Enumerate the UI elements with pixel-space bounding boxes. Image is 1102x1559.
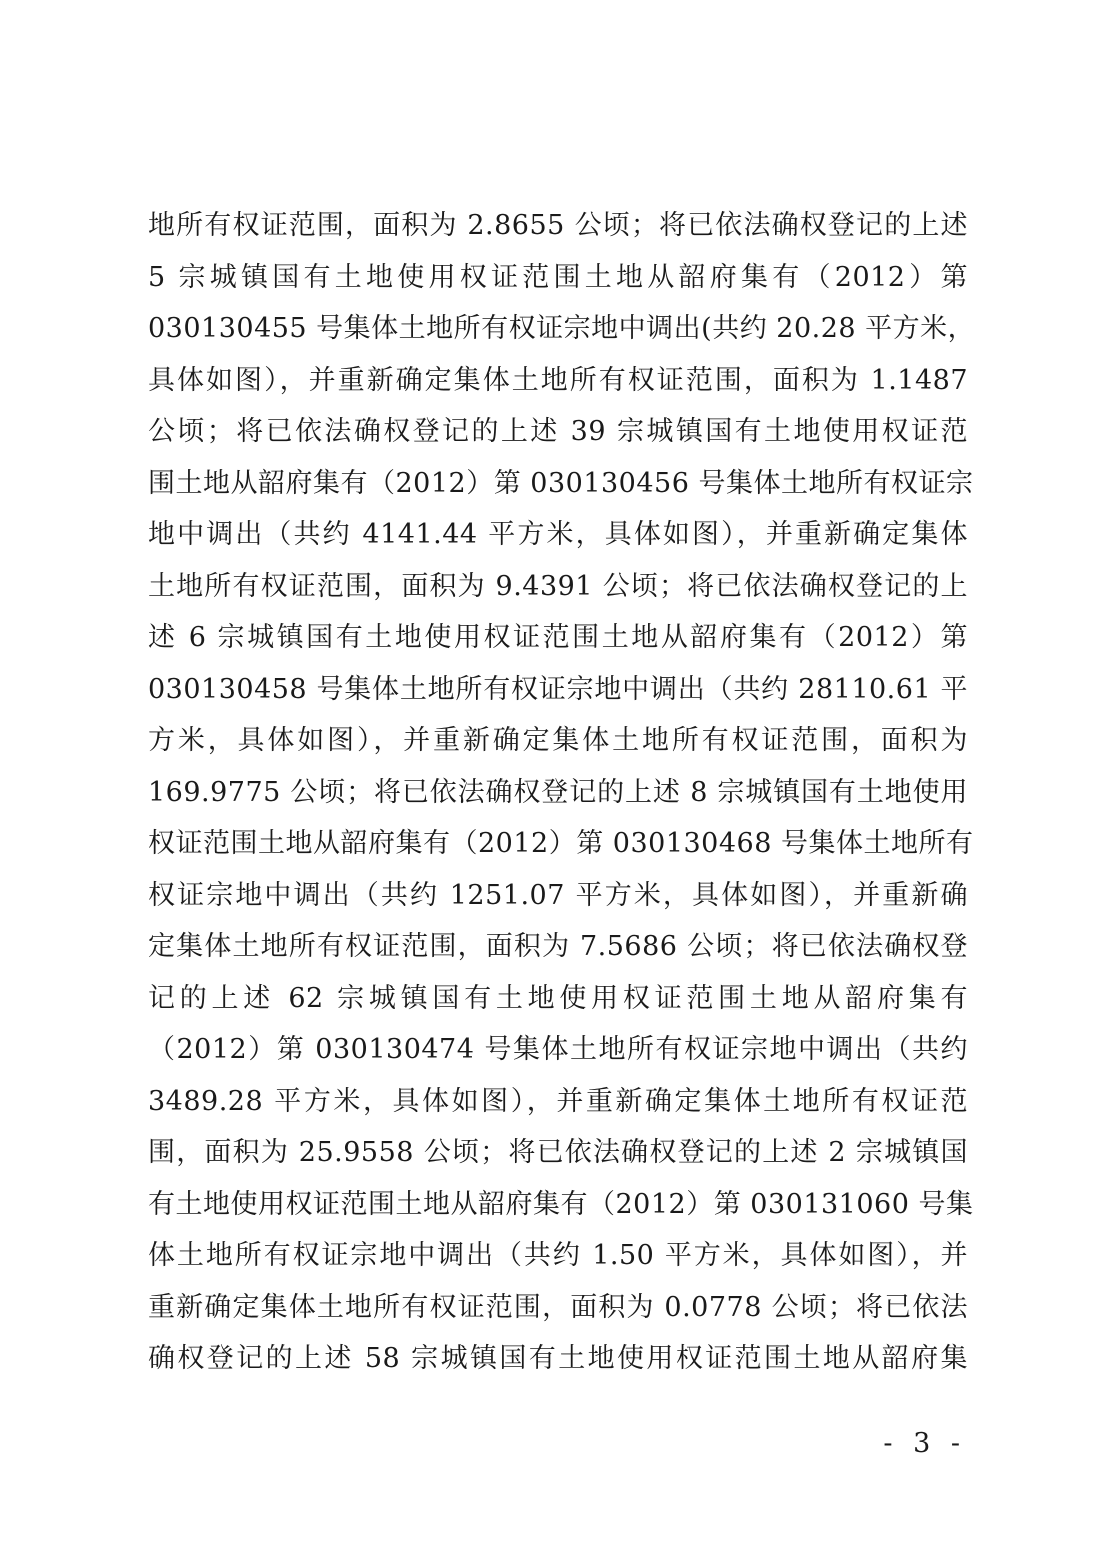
text-line: 有土地使用权证范围土地从韶府集有（2012）第 030131060 号集 bbox=[148, 1188, 974, 1220]
text-line: 权证宗地中调出（共约 1251.07 平方米，具体如图），并重新确 bbox=[148, 879, 968, 911]
text-line: 重新确定集体土地所有权证范围，面积为 0.0778 公顷；将已依法 bbox=[148, 1291, 968, 1323]
text-line: 方米，具体如图），并重新确定集体土地所有权证范围，面积为 bbox=[148, 725, 968, 756]
text-line: 具体如图），并重新确定集体土地所有权证范围，面积为 1.1487 bbox=[148, 364, 968, 396]
page-number: - 3 - bbox=[883, 1428, 966, 1459]
text-line: 地所有权证范围，面积为 2.8655 公顷；将已依法确权登记的上述 bbox=[148, 210, 968, 241]
text-line: 确权登记的上述 58 宗城镇国有土地使用权证范围土地从韶府集 bbox=[148, 1343, 968, 1374]
text-line: 030130458 号集体土地所有权证宗地中调出（共约 28110.61 平 bbox=[148, 673, 968, 705]
text-line: 3489.28 平方米，具体如图），并重新确定集体土地所有权证范 bbox=[148, 1085, 968, 1117]
body-paragraph bbox=[148, 200, 976, 1385]
text-line: （2012）第 030130474 号集体土地所有权证宗地中调出（共约 bbox=[148, 1034, 968, 1065]
text-line: 权证范围土地从韶府集有（2012）第 030130468 号集体土地所有 bbox=[148, 828, 974, 859]
text-line: 体土地所有权证宗地中调出（共约 1.50 平方米，具体如图），并 bbox=[148, 1240, 968, 1271]
text-line: 围，面积为 25.9558 公顷；将已依法确权登记的上述 2 宗城镇国 bbox=[148, 1137, 968, 1168]
text-line: 定集体土地所有权证范围，面积为 7.5686 公顷；将已依法确权登 bbox=[148, 931, 968, 962]
text-line: 030130455 号集体土地所有权证宗地中调出(共约 20.28 平方米， bbox=[148, 313, 976, 344]
text-line: 地中调出（共约 4141.44 平方米，具体如图），并重新确定集体 bbox=[148, 519, 968, 550]
text-line: 169.9775 公顷；将已依法确权登记的上述 8 宗城镇国有土地使用 bbox=[148, 776, 968, 808]
text-line: 5 宗城镇国有土地使用权证范围土地从韶府集有（2012）第 bbox=[148, 261, 968, 293]
text-line: 公顷；将已依法确权登记的上述 39 宗城镇国有土地使用权证范 bbox=[148, 416, 968, 447]
text-line: 土地所有权证范围，面积为 9.4391 公顷；将已依法确权登记的上 bbox=[148, 570, 968, 602]
text-line: 述 6 宗城镇国有土地使用权证范围土地从韶府集有（2012）第 bbox=[148, 622, 968, 653]
text-line: 记的上述 62 宗城镇国有土地使用权证范围土地从韶府集有 bbox=[148, 982, 968, 1014]
text-line: 围土地从韶府集有（2012）第 030130456 号集体土地所有权证宗 bbox=[148, 467, 974, 499]
